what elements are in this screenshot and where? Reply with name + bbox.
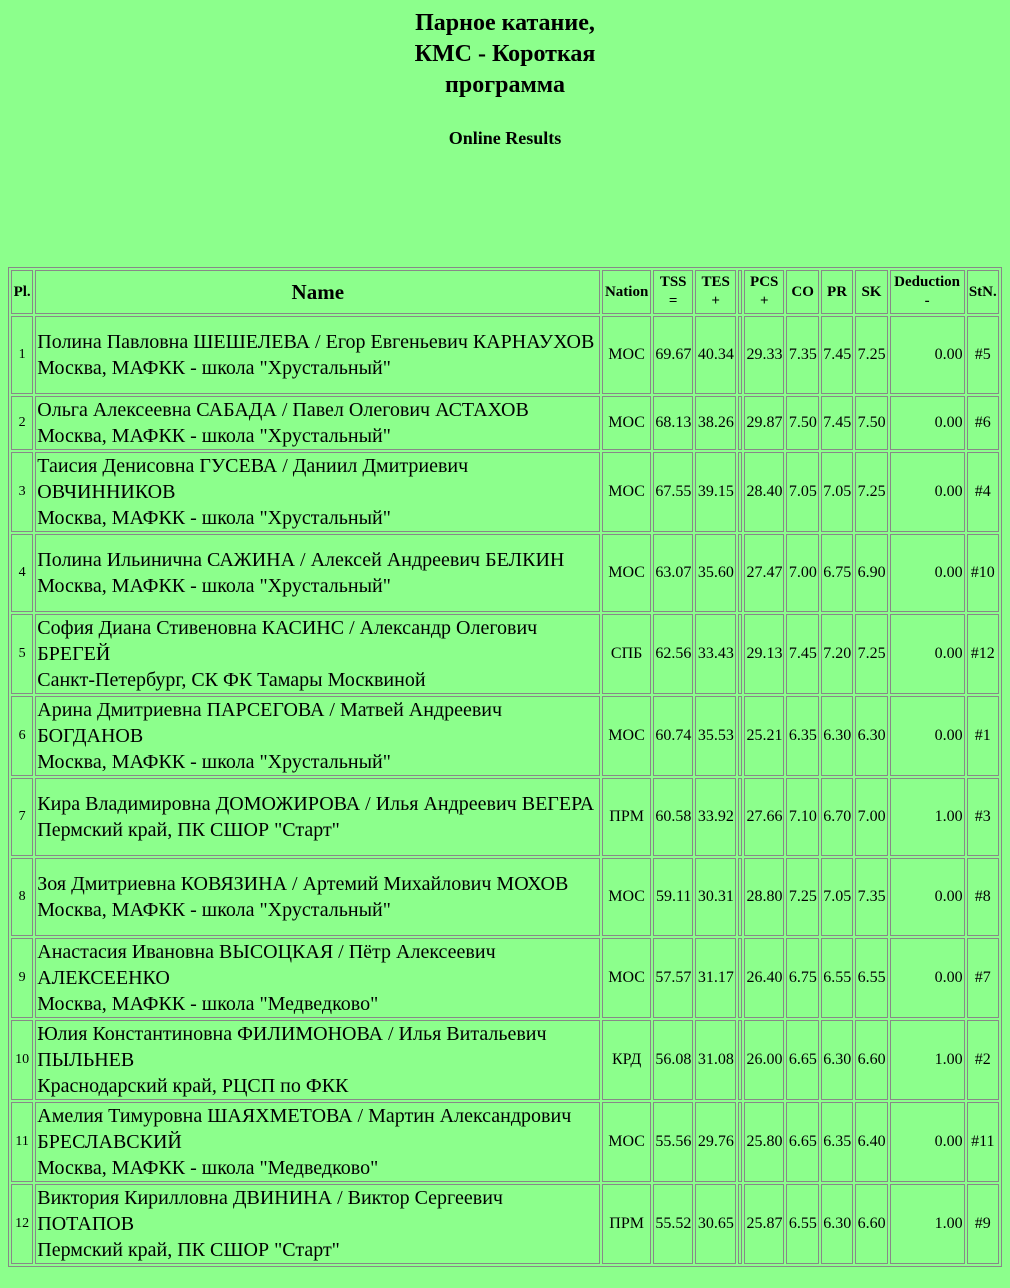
tss-cell: 55.52	[653, 1184, 694, 1264]
tes-cell: 39.15	[695, 452, 736, 532]
results-table	[8, 267, 1002, 1267]
col-header-tss-label: TSS	[659, 274, 687, 290]
gap-cell	[738, 696, 742, 776]
name-cell	[35, 1020, 600, 1100]
deduction-cell: 0.00	[890, 1102, 965, 1182]
table-row	[11, 534, 999, 612]
name-cell	[35, 938, 600, 1018]
col-header-deduction-label: Deduction	[894, 274, 961, 290]
table-row	[11, 452, 999, 532]
gap-cell	[738, 1102, 742, 1182]
col-header-tes-label: TES	[701, 274, 730, 290]
tes-cell: 30.31	[695, 858, 736, 936]
gap-cell	[738, 452, 742, 532]
pair-names: Полина Павловна ШЕШЕЛЕВА / Егор Евгеньевич КАРНАУХОВ	[37, 331, 595, 353]
sk-cell: 7.35	[855, 858, 887, 936]
pr-cell: 7.05	[821, 858, 853, 936]
deduction-cell: 0.00	[890, 534, 965, 612]
pair-names: София Диана Стивеновна КАСИНС / Александр Олегович БРЕГЕЙ	[37, 617, 538, 665]
nation-cell: ПРМ	[602, 778, 651, 856]
table-row	[11, 696, 999, 776]
place-cell: 7	[11, 778, 33, 856]
start-number-cell: #1	[967, 696, 999, 776]
pcs-cell: 25.21	[744, 696, 785, 776]
club-name: Москва, МАФКК - школа "Медведково"	[37, 1157, 379, 1179]
tes-cell: 40.34	[695, 316, 736, 394]
page-subtitle: Online Results	[448, 128, 562, 148]
pr-cell: 6.30	[821, 696, 853, 776]
co-cell: 7.10	[786, 778, 818, 856]
deduction-cell: 0.00	[890, 938, 965, 1018]
deduction-cell: 0.00	[890, 396, 965, 450]
club-name: Москва, МАФКК - школа "Хрустальный"	[37, 899, 391, 921]
table-row	[11, 1020, 999, 1100]
sk-cell: 6.40	[855, 1102, 887, 1182]
pr-cell: 6.75	[821, 534, 853, 612]
gap-cell	[738, 534, 742, 612]
pair-names: Виктория Кирилловна ДВИНИНА / Виктор Сергеевич ПОТАПОВ	[37, 1187, 503, 1235]
deduction-cell: 1.00	[890, 1184, 965, 1264]
deduction-cell: 0.00	[890, 316, 965, 394]
pcs-cell: 25.80	[744, 1102, 785, 1182]
gap-cell	[738, 858, 742, 936]
sk-cell: 7.50	[855, 396, 887, 450]
table-row	[11, 396, 999, 450]
place-cell: 10	[11, 1020, 33, 1100]
nation-cell: МОС	[602, 396, 651, 450]
deduction-cell: 0.00	[890, 858, 965, 936]
col-header-pcs-op: +	[759, 293, 769, 309]
name-cell	[35, 534, 600, 612]
place-cell: 8	[11, 858, 33, 936]
co-cell: 7.35	[786, 316, 818, 394]
start-number-cell: #8	[967, 858, 999, 936]
pcs-cell: 28.80	[744, 858, 785, 936]
place-cell: 12	[11, 1184, 33, 1264]
col-header-deduction-op: -	[924, 293, 930, 309]
start-number-cell: #11	[967, 1102, 999, 1182]
name-cell	[35, 614, 600, 694]
sk-cell: 6.55	[855, 938, 887, 1018]
pr-cell: 6.35	[821, 1102, 853, 1182]
pcs-cell: 27.66	[744, 778, 785, 856]
gap-cell	[738, 938, 742, 1018]
sk-cell: 7.00	[855, 778, 887, 856]
pair-names: Таисия Денисовна ГУСЕВА / Даниил Дмитриевич ОВЧИННИКОВ	[37, 455, 469, 503]
name-cell	[35, 1102, 600, 1182]
nation-cell: МОС	[602, 534, 651, 612]
tss-cell: 69.67	[653, 316, 694, 394]
nation-cell: МОС	[602, 938, 651, 1018]
pair-names: Кира Владимировна ДОМОЖИРОВА / Илья Андреевич ВЕГЕРА	[37, 793, 595, 815]
table-row	[11, 1184, 999, 1264]
nation-cell: МОС	[602, 696, 651, 776]
nation-cell: МОС	[602, 1102, 651, 1182]
name-cell	[35, 696, 600, 776]
pair-names: Амелия Тимуровна ШАЯХМЕТОВА / Мартин Александрович БРЕСЛАВСКИЙ	[37, 1105, 572, 1153]
start-number-cell: #6	[967, 396, 999, 450]
co-cell: 6.35	[786, 696, 818, 776]
pair-names: Анастасия Ивановна ВЫСОЦКАЯ / Пётр Алексеевич АЛЕКСЕЕНКО	[37, 941, 496, 989]
place-cell: 5	[11, 614, 33, 694]
club-name: Пермский край, ПК СШОР "Старт"	[37, 819, 340, 841]
col-header-gap	[738, 270, 742, 314]
col-header-pcs	[744, 270, 785, 314]
deduction-cell: 1.00	[890, 1020, 965, 1100]
gap-cell	[738, 316, 742, 394]
place-cell: 11	[11, 1102, 33, 1182]
co-cell: 7.45	[786, 614, 818, 694]
pr-cell: 6.30	[821, 1020, 853, 1100]
tes-cell: 38.26	[695, 396, 736, 450]
deduction-cell: 0.00	[890, 452, 965, 532]
col-header-start-number: StN.	[967, 270, 999, 314]
tes-cell: 35.60	[695, 534, 736, 612]
pcs-cell: 29.87	[744, 396, 785, 450]
sk-cell: 6.60	[855, 1020, 887, 1100]
start-number-cell: #3	[967, 778, 999, 856]
col-header-tss	[653, 270, 694, 314]
sk-cell: 6.90	[855, 534, 887, 612]
tss-cell: 56.08	[653, 1020, 694, 1100]
club-name: Москва, МАФКК - школа "Хрустальный"	[37, 575, 391, 597]
co-cell: 6.65	[786, 1020, 818, 1100]
tss-cell: 62.56	[653, 614, 694, 694]
gap-cell	[738, 614, 742, 694]
nation-cell: МОС	[602, 452, 651, 532]
tes-cell: 33.92	[695, 778, 736, 856]
table-row	[11, 778, 999, 856]
co-cell: 7.05	[786, 452, 818, 532]
table-row	[11, 1102, 999, 1182]
gap-cell	[738, 396, 742, 450]
gap-cell	[738, 1184, 742, 1264]
table-row	[11, 938, 999, 1018]
col-header-pr: PR	[821, 270, 853, 314]
nation-cell: ПРМ	[602, 1184, 651, 1264]
tes-cell: 31.17	[695, 938, 736, 1018]
col-header-sk: SK	[855, 270, 887, 314]
name-cell	[35, 778, 600, 856]
pr-cell: 7.45	[821, 316, 853, 394]
co-cell: 7.25	[786, 858, 818, 936]
tss-cell: 68.13	[653, 396, 694, 450]
start-number-cell: #5	[967, 316, 999, 394]
deduction-cell: 0.00	[890, 696, 965, 776]
col-header-place: Pl.	[11, 270, 33, 314]
page-title: Парное катание, КМС - Короткая программа	[414, 10, 596, 98]
start-number-cell: #2	[967, 1020, 999, 1100]
pair-names: Полина Ильинична САЖИНА / Алексей Андреевич БЕЛКИН	[37, 549, 565, 571]
pcs-cell: 26.00	[744, 1020, 785, 1100]
pcs-cell: 28.40	[744, 452, 785, 532]
pr-cell: 7.20	[821, 614, 853, 694]
club-name: Москва, МАФКК - школа "Медведково"	[37, 993, 379, 1015]
club-name: Москва, МАФКК - школа "Хрустальный"	[37, 507, 391, 529]
nation-cell: МОС	[602, 858, 651, 936]
sk-cell: 6.30	[855, 696, 887, 776]
pr-cell: 6.30	[821, 1184, 853, 1264]
col-header-tes	[695, 270, 736, 314]
pcs-cell: 29.33	[744, 316, 785, 394]
col-header-pcs-label: PCS	[750, 274, 779, 290]
tes-cell: 30.65	[695, 1184, 736, 1264]
col-header-nation: Nation	[602, 270, 651, 314]
name-cell	[35, 858, 600, 936]
table-row	[11, 316, 999, 394]
club-name: Пермский край, ПК СШОР "Старт"	[37, 1239, 340, 1261]
name-cell	[35, 452, 600, 532]
sk-cell: 7.25	[855, 452, 887, 532]
place-cell: 2	[11, 396, 33, 450]
place-cell: 3	[11, 452, 33, 532]
col-header-tss-op: =	[668, 293, 678, 309]
name-cell	[35, 316, 600, 394]
co-cell: 6.75	[786, 938, 818, 1018]
place-cell: 1	[11, 316, 33, 394]
pair-names: Ольга Алексеевна САБАДА / Павел Олегович АСТАХОВ	[37, 399, 529, 421]
club-name: Москва, МАФКК - школа "Хрустальный"	[37, 751, 391, 773]
tss-cell: 60.58	[653, 778, 694, 856]
co-cell: 6.55	[786, 1184, 818, 1264]
pair-names: Юлия Константиновна ФИЛИМОНОВА / Илья Витальевич ПЫЛЬНЕВ	[37, 1023, 547, 1071]
pair-names: Зоя Дмитриевна КОВЯЗИНА / Артемий Михайлович МОХОВ	[37, 873, 569, 895]
nation-cell: СПБ	[602, 614, 651, 694]
start-number-cell: #10	[967, 534, 999, 612]
start-number-cell: #12	[967, 614, 999, 694]
pcs-cell: 29.13	[744, 614, 785, 694]
nation-cell: КРД	[602, 1020, 651, 1100]
tss-cell: 60.74	[653, 696, 694, 776]
gap-cell	[738, 778, 742, 856]
tss-cell: 57.57	[653, 938, 694, 1018]
pr-cell: 6.55	[821, 938, 853, 1018]
pcs-cell: 26.40	[744, 938, 785, 1018]
col-header-tes-op: +	[711, 293, 720, 309]
name-cell	[35, 1184, 600, 1264]
table-header-row	[11, 270, 999, 314]
club-name: Москва, МАФКК - школа "Хрустальный"	[37, 357, 391, 379]
table-row	[11, 614, 999, 694]
tss-cell: 59.11	[653, 858, 694, 936]
gap-cell	[738, 1020, 742, 1100]
pr-cell: 7.45	[821, 396, 853, 450]
club-name: Краснодарский край, РЦСП по ФКК	[37, 1075, 349, 1097]
deduction-cell: 0.00	[890, 614, 965, 694]
col-header-deduction	[890, 270, 965, 314]
club-name: Москва, МАФКК - школа "Хрустальный"	[37, 425, 391, 447]
pr-cell: 7.05	[821, 452, 853, 532]
place-cell: 9	[11, 938, 33, 1018]
place-cell: 4	[11, 534, 33, 612]
pr-cell: 6.70	[821, 778, 853, 856]
tes-cell: 35.53	[695, 696, 736, 776]
name-cell	[35, 396, 600, 450]
pcs-cell: 25.87	[744, 1184, 785, 1264]
tss-cell: 63.07	[653, 534, 694, 612]
table-row	[11, 858, 999, 936]
start-number-cell: #4	[967, 452, 999, 532]
tes-cell: 31.08	[695, 1020, 736, 1100]
tss-cell: 55.56	[653, 1102, 694, 1182]
pair-names: Арина Дмитриевна ПАРСЕГОВА / Матвей Андреевич БОГДАНОВ	[37, 699, 503, 747]
pcs-cell: 27.47	[744, 534, 785, 612]
tes-cell: 29.76	[695, 1102, 736, 1182]
start-number-cell: #9	[967, 1184, 999, 1264]
co-cell: 7.50	[786, 396, 818, 450]
sk-cell: 6.60	[855, 1184, 887, 1264]
club-name: Санкт-Петербург, СК ФК Тамары Москвиной	[37, 669, 426, 691]
tss-cell: 67.55	[653, 452, 694, 532]
start-number-cell: #7	[967, 938, 999, 1018]
co-cell: 7.00	[786, 534, 818, 612]
col-header-name: Name	[35, 270, 600, 314]
sk-cell: 7.25	[855, 614, 887, 694]
place-cell: 6	[11, 696, 33, 776]
co-cell: 6.65	[786, 1102, 818, 1182]
deduction-cell: 1.00	[890, 778, 965, 856]
nation-cell: МОС	[602, 316, 651, 394]
tes-cell: 33.43	[695, 614, 736, 694]
sk-cell: 7.25	[855, 316, 887, 394]
col-header-co: CO	[786, 270, 818, 314]
